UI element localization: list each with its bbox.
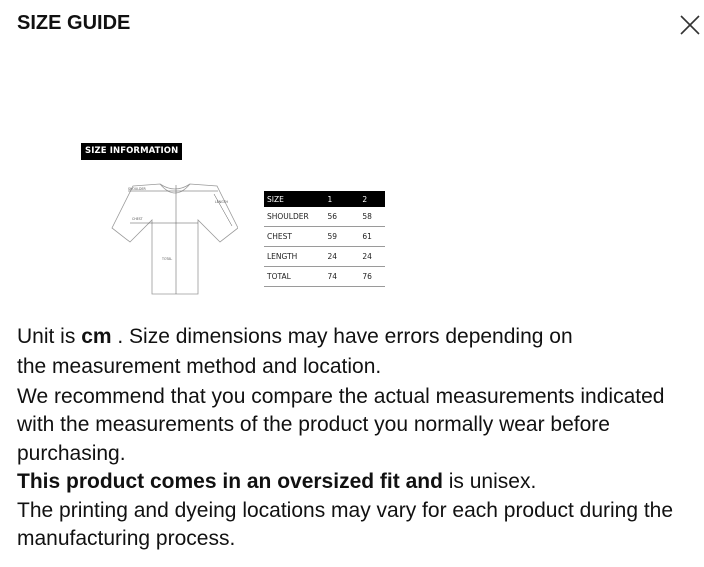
tshirt-diagram xyxy=(98,180,238,300)
table-cell: 56 xyxy=(322,207,359,227)
table-cell: LENGTH xyxy=(264,247,322,267)
table-cell: 74 xyxy=(322,267,359,287)
unit-prefix: Unit is xyxy=(17,325,82,348)
table-cell: CHEST xyxy=(264,227,322,247)
oversize-bold: This product comes in an oversized fit and xyxy=(17,470,443,494)
page-title: SIZE GUIDE xyxy=(17,12,131,34)
table-cell: TOTAL xyxy=(264,267,322,287)
shoulder-label: SHOULDER xyxy=(128,187,146,191)
table-row xyxy=(264,207,385,227)
recommend-note: We recommend that you compare the actual measurements indicated with the measurements of the product you normally wear before purchasing. xyxy=(17,385,665,465)
size-information-label: SIZE INFORMATION xyxy=(81,143,182,160)
table-row xyxy=(264,267,385,287)
oversize-note xyxy=(17,468,697,496)
close-icon xyxy=(678,13,702,37)
unit-suffix: . Size dimensions may have errors depending on xyxy=(111,325,573,348)
close-button[interactable] xyxy=(678,13,702,37)
table-header-row xyxy=(264,191,385,207)
table-header-cell: SIZE xyxy=(264,191,322,207)
unit-line xyxy=(17,322,697,351)
table-cell: 59 xyxy=(322,227,359,247)
table-cell: 58 xyxy=(359,207,385,227)
length-label: LENGTH xyxy=(215,200,228,204)
total-label: TOTAL xyxy=(162,257,173,261)
table-cell: SHOULDER xyxy=(264,207,322,227)
table-header-cell: 1 xyxy=(322,191,359,207)
size-description xyxy=(17,322,697,553)
table-row xyxy=(264,227,385,247)
unit-value: cm xyxy=(81,325,112,348)
table-cell: 61 xyxy=(359,227,385,247)
table-header-cell: 2 xyxy=(359,191,385,207)
table-cell: 24 xyxy=(359,247,385,267)
chest-label: CHEST xyxy=(132,217,143,221)
measurement-note: the measurement method and location. xyxy=(17,355,382,378)
table-row xyxy=(264,247,385,267)
table-cell: 24 xyxy=(322,247,359,267)
oversize-rest: is unisex. xyxy=(442,470,537,494)
size-table xyxy=(264,191,385,287)
table-cell: 76 xyxy=(359,267,385,287)
printing-note: The printing and dyeing locations may vary for each product during the manufacturing process. xyxy=(17,498,674,551)
